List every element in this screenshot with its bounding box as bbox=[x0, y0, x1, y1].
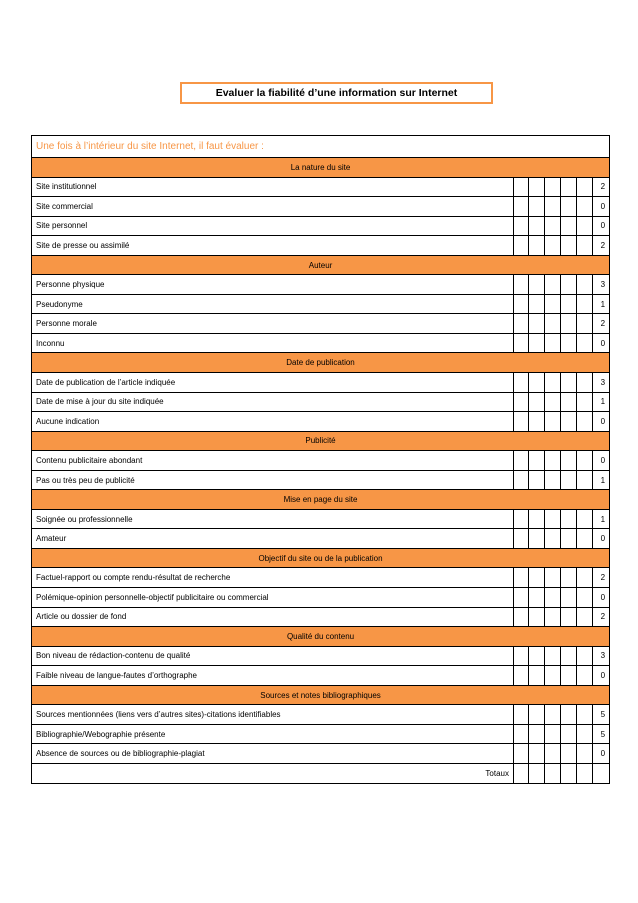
check-cell[interactable] bbox=[577, 568, 593, 588]
criterion-label: Amateur bbox=[32, 529, 514, 549]
criterion-score: 1 bbox=[593, 294, 610, 314]
criterion-row bbox=[32, 294, 610, 314]
totals-row bbox=[32, 763, 610, 783]
total-cell[interactable] bbox=[593, 763, 610, 783]
check-cell[interactable] bbox=[561, 314, 577, 334]
check-cell[interactable] bbox=[577, 333, 593, 353]
check-cell[interactable] bbox=[514, 392, 529, 412]
check-cell[interactable] bbox=[561, 275, 577, 295]
criterion-label: Pas ou très peu de publicité bbox=[32, 470, 514, 490]
criterion-row bbox=[32, 744, 610, 764]
criterion-row bbox=[32, 216, 610, 236]
evaluation-table-body bbox=[32, 136, 610, 784]
check-cell[interactable] bbox=[577, 470, 593, 490]
check-cell[interactable] bbox=[545, 724, 561, 744]
criterion-score: 2 bbox=[593, 568, 610, 588]
check-cell[interactable] bbox=[561, 412, 577, 432]
criterion-score: 0 bbox=[593, 216, 610, 236]
check-cell[interactable] bbox=[529, 646, 545, 666]
check-cell[interactable] bbox=[514, 412, 529, 432]
criterion-score: 3 bbox=[593, 373, 610, 393]
check-cell[interactable] bbox=[561, 236, 577, 256]
check-cell[interactable] bbox=[577, 373, 593, 393]
check-cell[interactable] bbox=[514, 705, 529, 725]
check-cell[interactable] bbox=[514, 373, 529, 393]
check-cell[interactable] bbox=[561, 666, 577, 686]
check-cell[interactable] bbox=[545, 529, 561, 549]
check-cell[interactable] bbox=[514, 744, 529, 764]
section-header-row bbox=[32, 627, 610, 647]
section-heading: Date de publication bbox=[32, 353, 610, 373]
check-cell[interactable] bbox=[545, 705, 561, 725]
section-header-row bbox=[32, 548, 610, 568]
criterion-label: Site de presse ou assimilé bbox=[32, 236, 514, 256]
section-heading: Sources et notes bibliographiques bbox=[32, 685, 610, 705]
criterion-row bbox=[32, 470, 610, 490]
check-cell[interactable] bbox=[529, 529, 545, 549]
check-cell[interactable] bbox=[545, 451, 561, 471]
check-cell[interactable] bbox=[514, 568, 529, 588]
section-heading: Publicité bbox=[32, 431, 610, 451]
criterion-row bbox=[32, 724, 610, 744]
criterion-label: Site institutionnel bbox=[32, 177, 514, 197]
check-cell[interactable] bbox=[514, 275, 529, 295]
check-cell[interactable] bbox=[577, 177, 593, 197]
check-cell[interactable] bbox=[561, 197, 577, 217]
check-cell[interactable] bbox=[577, 275, 593, 295]
check-cell[interactable] bbox=[545, 314, 561, 334]
criterion-label: Soignée ou professionnelle bbox=[32, 509, 514, 529]
check-cell[interactable] bbox=[529, 568, 545, 588]
check-cell[interactable] bbox=[545, 333, 561, 353]
criterion-score: 2 bbox=[593, 607, 610, 627]
check-cell[interactable] bbox=[577, 666, 593, 686]
check-cell[interactable] bbox=[561, 333, 577, 353]
check-cell[interactable] bbox=[577, 412, 593, 432]
check-cell[interactable] bbox=[577, 646, 593, 666]
check-cell[interactable] bbox=[577, 451, 593, 471]
total-cell[interactable] bbox=[514, 763, 529, 783]
criterion-score: 3 bbox=[593, 646, 610, 666]
criterion-row bbox=[32, 568, 610, 588]
criterion-label: Personne physique bbox=[32, 275, 514, 295]
check-cell[interactable] bbox=[514, 666, 529, 686]
check-cell[interactable] bbox=[545, 197, 561, 217]
section-heading: Objectif du site ou de la publication bbox=[32, 548, 610, 568]
check-cell[interactable] bbox=[561, 607, 577, 627]
criterion-label: Aucune indication bbox=[32, 412, 514, 432]
check-cell[interactable] bbox=[529, 177, 545, 197]
check-cell[interactable] bbox=[545, 275, 561, 295]
section-heading: Qualité du contenu bbox=[32, 627, 610, 647]
criterion-label: Bibliographie/Webographie présente bbox=[32, 724, 514, 744]
criterion-score: 2 bbox=[593, 177, 610, 197]
check-cell[interactable] bbox=[577, 392, 593, 412]
criterion-label: Date de mise à jour du site indiquée bbox=[32, 392, 514, 412]
check-cell[interactable] bbox=[529, 588, 545, 608]
check-cell[interactable] bbox=[514, 607, 529, 627]
criterion-score: 0 bbox=[593, 197, 610, 217]
criterion-score: 0 bbox=[593, 666, 610, 686]
criterion-score: 0 bbox=[593, 451, 610, 471]
criterion-score: 0 bbox=[593, 333, 610, 353]
criterion-label: Personne morale bbox=[32, 314, 514, 334]
check-cell[interactable] bbox=[545, 216, 561, 236]
check-cell[interactable] bbox=[514, 216, 529, 236]
section-header-row bbox=[32, 158, 610, 178]
page-title: Evaluer la fiabilité d’une information sur Internet bbox=[180, 82, 493, 104]
criterion-label: Site commercial bbox=[32, 197, 514, 217]
total-cell[interactable] bbox=[561, 763, 577, 783]
check-cell[interactable] bbox=[561, 588, 577, 608]
criterion-score: 1 bbox=[593, 509, 610, 529]
check-cell[interactable] bbox=[514, 314, 529, 334]
check-cell[interactable] bbox=[529, 197, 545, 217]
check-cell[interactable] bbox=[545, 607, 561, 627]
section-header-row bbox=[32, 490, 610, 510]
check-cell[interactable] bbox=[514, 236, 529, 256]
criterion-label: Contenu publicitaire abondant bbox=[32, 451, 514, 471]
check-cell[interactable] bbox=[561, 568, 577, 588]
evaluation-table bbox=[31, 135, 610, 784]
criterion-row bbox=[32, 666, 610, 686]
criterion-row bbox=[32, 275, 610, 295]
check-cell[interactable] bbox=[561, 177, 577, 197]
intro-text: Une fois à l’intérieur du site Internet, il faut évaluer : bbox=[32, 136, 610, 158]
criterion-row bbox=[32, 333, 610, 353]
criterion-row bbox=[32, 588, 610, 608]
criterion-row bbox=[32, 314, 610, 334]
check-cell[interactable] bbox=[545, 646, 561, 666]
check-cell[interactable] bbox=[577, 744, 593, 764]
check-cell[interactable] bbox=[545, 236, 561, 256]
check-cell[interactable] bbox=[561, 373, 577, 393]
criterion-score: 3 bbox=[593, 275, 610, 295]
check-cell[interactable] bbox=[529, 470, 545, 490]
criterion-label: Factuel-rapport ou compte rendu-résultat de recherche bbox=[32, 568, 514, 588]
check-cell[interactable] bbox=[529, 314, 545, 334]
criterion-row bbox=[32, 412, 610, 432]
check-cell[interactable] bbox=[529, 216, 545, 236]
check-cell[interactable] bbox=[577, 724, 593, 744]
criterion-row bbox=[32, 705, 610, 725]
criterion-row bbox=[32, 509, 610, 529]
criterion-label: Inconnu bbox=[32, 333, 514, 353]
criterion-label: Faible niveau de langue-fautes d’orthographe bbox=[32, 666, 514, 686]
criterion-row bbox=[32, 197, 610, 217]
check-cell[interactable] bbox=[577, 294, 593, 314]
section-heading: Auteur bbox=[32, 255, 610, 275]
section-header-row bbox=[32, 431, 610, 451]
section-header-row bbox=[32, 685, 610, 705]
check-cell[interactable] bbox=[514, 588, 529, 608]
criterion-label: Absence de sources ou de bibliographie-plagiat bbox=[32, 744, 514, 764]
check-cell[interactable] bbox=[529, 373, 545, 393]
check-cell[interactable] bbox=[514, 509, 529, 529]
criterion-row bbox=[32, 451, 610, 471]
section-heading: Mise en page du site bbox=[32, 490, 610, 510]
criterion-score: 0 bbox=[593, 588, 610, 608]
criterion-row bbox=[32, 236, 610, 256]
check-cell[interactable] bbox=[529, 705, 545, 725]
check-cell[interactable] bbox=[561, 451, 577, 471]
criterion-row bbox=[32, 373, 610, 393]
criterion-row bbox=[32, 392, 610, 412]
criterion-label: Site personnel bbox=[32, 216, 514, 236]
check-cell[interactable] bbox=[529, 275, 545, 295]
check-cell[interactable] bbox=[545, 509, 561, 529]
check-cell[interactable] bbox=[514, 177, 529, 197]
criterion-score: 5 bbox=[593, 705, 610, 725]
check-cell[interactable] bbox=[561, 294, 577, 314]
section-header-row bbox=[32, 353, 610, 373]
check-cell[interactable] bbox=[529, 294, 545, 314]
check-cell[interactable] bbox=[561, 392, 577, 412]
check-cell[interactable] bbox=[514, 529, 529, 549]
check-cell[interactable] bbox=[514, 646, 529, 666]
section-heading: La nature du site bbox=[32, 158, 610, 178]
check-cell[interactable] bbox=[545, 177, 561, 197]
check-cell[interactable] bbox=[545, 373, 561, 393]
criterion-label: Pseudonyme bbox=[32, 294, 514, 314]
check-cell[interactable] bbox=[545, 666, 561, 686]
check-cell[interactable] bbox=[529, 333, 545, 353]
criterion-score: 5 bbox=[593, 724, 610, 744]
check-cell[interactable] bbox=[577, 509, 593, 529]
check-cell[interactable] bbox=[514, 333, 529, 353]
criterion-row bbox=[32, 529, 610, 549]
check-cell[interactable] bbox=[577, 588, 593, 608]
check-cell[interactable] bbox=[545, 412, 561, 432]
check-cell[interactable] bbox=[561, 744, 577, 764]
criterion-label: Polémique-opinion personnelle-objectif publicitaire ou commercial bbox=[32, 588, 514, 608]
check-cell[interactable] bbox=[561, 529, 577, 549]
criterion-score: 0 bbox=[593, 744, 610, 764]
check-cell[interactable] bbox=[561, 470, 577, 490]
criterion-label: Sources mentionnées (liens vers d’autres sites)-citations identifiables bbox=[32, 705, 514, 725]
check-cell[interactable] bbox=[514, 451, 529, 471]
check-cell[interactable] bbox=[577, 314, 593, 334]
criterion-row bbox=[32, 607, 610, 627]
check-cell[interactable] bbox=[577, 216, 593, 236]
check-cell[interactable] bbox=[529, 236, 545, 256]
criterion-score: 1 bbox=[593, 392, 610, 412]
check-cell[interactable] bbox=[529, 607, 545, 627]
check-cell[interactable] bbox=[577, 607, 593, 627]
criterion-label: Bon niveau de rédaction-contenu de qualité bbox=[32, 646, 514, 666]
check-cell[interactable] bbox=[577, 197, 593, 217]
check-cell[interactable] bbox=[529, 724, 545, 744]
criterion-score: 0 bbox=[593, 412, 610, 432]
criterion-row bbox=[32, 177, 610, 197]
criterion-score: 1 bbox=[593, 470, 610, 490]
check-cell[interactable] bbox=[529, 392, 545, 412]
check-cell[interactable] bbox=[529, 666, 545, 686]
check-cell[interactable] bbox=[577, 236, 593, 256]
check-cell[interactable] bbox=[561, 216, 577, 236]
check-cell[interactable] bbox=[529, 509, 545, 529]
section-header-row bbox=[32, 255, 610, 275]
check-cell[interactable] bbox=[545, 392, 561, 412]
check-cell[interactable] bbox=[514, 724, 529, 744]
total-cell[interactable] bbox=[577, 763, 593, 783]
check-cell[interactable] bbox=[577, 529, 593, 549]
criterion-label: Article ou dossier de fond bbox=[32, 607, 514, 627]
criterion-score: 2 bbox=[593, 236, 610, 256]
check-cell[interactable] bbox=[577, 705, 593, 725]
check-cell[interactable] bbox=[545, 568, 561, 588]
check-cell[interactable] bbox=[529, 744, 545, 764]
check-cell[interactable] bbox=[561, 509, 577, 529]
check-cell[interactable] bbox=[545, 588, 561, 608]
check-cell[interactable] bbox=[545, 744, 561, 764]
check-cell[interactable] bbox=[545, 294, 561, 314]
criterion-row bbox=[32, 646, 610, 666]
criterion-score: 0 bbox=[593, 529, 610, 549]
check-cell[interactable] bbox=[514, 294, 529, 314]
criterion-label: Date de publication de l’article indiquée bbox=[32, 373, 514, 393]
total-cell[interactable] bbox=[545, 763, 561, 783]
criterion-score: 2 bbox=[593, 314, 610, 334]
check-cell[interactable] bbox=[561, 646, 577, 666]
check-cell[interactable] bbox=[529, 451, 545, 471]
check-cell[interactable] bbox=[514, 197, 529, 217]
intro-row bbox=[32, 136, 610, 158]
check-cell[interactable] bbox=[561, 724, 577, 744]
check-cell[interactable] bbox=[529, 412, 545, 432]
check-cell[interactable] bbox=[514, 470, 529, 490]
check-cell[interactable] bbox=[561, 705, 577, 725]
total-cell[interactable] bbox=[529, 763, 545, 783]
check-cell[interactable] bbox=[545, 470, 561, 490]
totals-label: Totaux bbox=[32, 763, 514, 783]
